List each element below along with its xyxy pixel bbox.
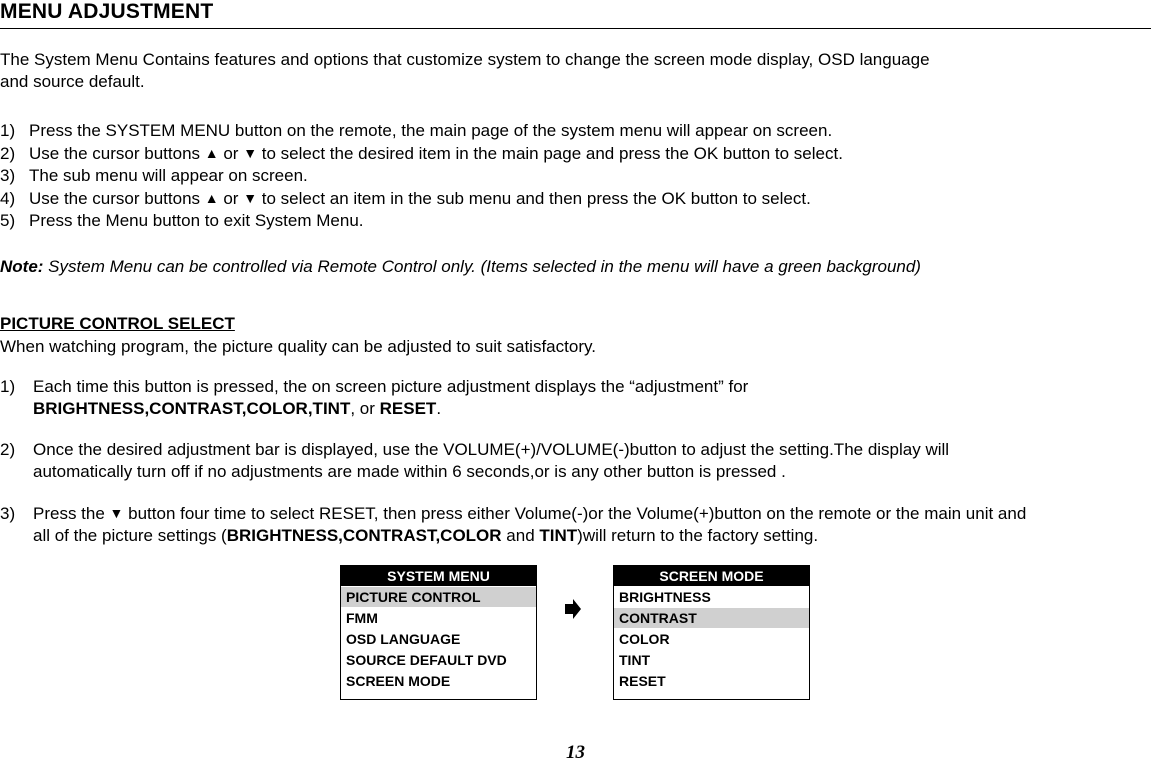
up-triangle-icon: ▲: [204, 190, 219, 206]
note-label: Note:: [0, 257, 44, 276]
screen-mode-item-color[interactable]: COLOR: [619, 631, 670, 647]
item-number: 1): [0, 377, 16, 396]
step-text: The sub menu will appear on screen.: [29, 166, 308, 185]
step-number: 5): [0, 211, 16, 230]
item-line: all of the picture settings (BRIGHTNESS,CONTRAST,COLOR and TINT)will return to the factory setting.: [33, 526, 819, 545]
section-intro: When watching program, the picture quality can be adjusted to suit satisfactory.: [0, 337, 596, 356]
screen-mode-menu: [613, 565, 810, 700]
system-menu-title: SYSTEM MENU: [341, 566, 536, 586]
down-triangle-icon: ▼: [243, 190, 258, 206]
page-title: MENU ADJUSTMENT: [0, 0, 214, 23]
system-menu: [340, 565, 537, 700]
note-text: System Menu can be controlled via Remote Control only. (Items selected in the menu will have a green background): [43, 257, 921, 276]
down-triangle-icon: ▼: [243, 145, 258, 161]
system-menu-item-picture-control[interactable]: PICTURE CONTROL: [341, 587, 536, 607]
screen-mode-item-brightness[interactable]: BRIGHTNESS: [619, 589, 711, 605]
step-text: Press the Menu button to exit System Menu.: [29, 211, 364, 230]
note: [0, 257, 921, 277]
system-menu-item-osd-language[interactable]: OSD LANGUAGE: [346, 631, 461, 647]
screen-mode-item-contrast[interactable]: CONTRAST: [614, 608, 809, 628]
step-text: Press the SYSTEM MENU button on the remote, the main page of the system menu will appear on screen.: [29, 121, 833, 140]
intro-line-2: and source default.: [0, 72, 145, 91]
down-triangle-icon: ▼: [109, 505, 124, 521]
step-text: Use the cursor buttons ▲ or ▼ to select the desired item in the main page and press the OK button to select.: [29, 144, 843, 163]
screen-mode-menu-title: SCREEN MODE: [614, 566, 809, 586]
item-line: Each time this button is pressed, the on screen picture adjustment displays the “adjustment” for: [33, 377, 749, 396]
screen-mode-item-tint[interactable]: TINT: [619, 652, 651, 668]
item-line: automatically turn off if no adjustments are made within 6 seconds,or is any other button is pressed .: [33, 462, 786, 481]
item-line: Once the desired adjustment bar is displayed, use the VOLUME(+)/VOLUME(-)button to adjust the setting.The display will: [33, 440, 950, 459]
screen-mode-item-reset[interactable]: RESET: [619, 673, 666, 689]
step-number: 4): [0, 189, 16, 208]
page-number: 13: [566, 742, 585, 763]
system-menu-item-source-default[interactable]: SOURCE DEFAULT DVD: [346, 652, 507, 668]
up-triangle-icon: ▲: [204, 145, 219, 161]
intro-line-1: The System Menu Contains features and options that customize system to change the screen mode display, OSD language: [0, 50, 930, 69]
step-number: 2): [0, 144, 16, 163]
title-rule: [0, 28, 1151, 29]
step-text: Use the cursor buttons ▲ or ▼ to select an item in the sub menu and then press the OK button to select.: [29, 189, 811, 208]
right-arrow-icon: [565, 599, 581, 619]
item-line: Press the ▼ button four time to select RESET, then press either Volume(-)or the Volume(+)button on the remote or the main unit and: [33, 504, 1027, 523]
system-menu-item-screen-mode[interactable]: SCREEN MODE: [346, 673, 451, 689]
item-line: BRIGHTNESS,CONTRAST,COLOR,TINT, or RESET.: [33, 399, 442, 418]
item-number: 3): [0, 504, 16, 523]
step-number: 3): [0, 166, 16, 185]
section-title: PICTURE CONTROL SELECT: [0, 314, 235, 333]
item-number: 2): [0, 440, 16, 459]
system-menu-item-fmm[interactable]: FMM: [346, 610, 378, 626]
step-number: 1): [0, 121, 16, 140]
